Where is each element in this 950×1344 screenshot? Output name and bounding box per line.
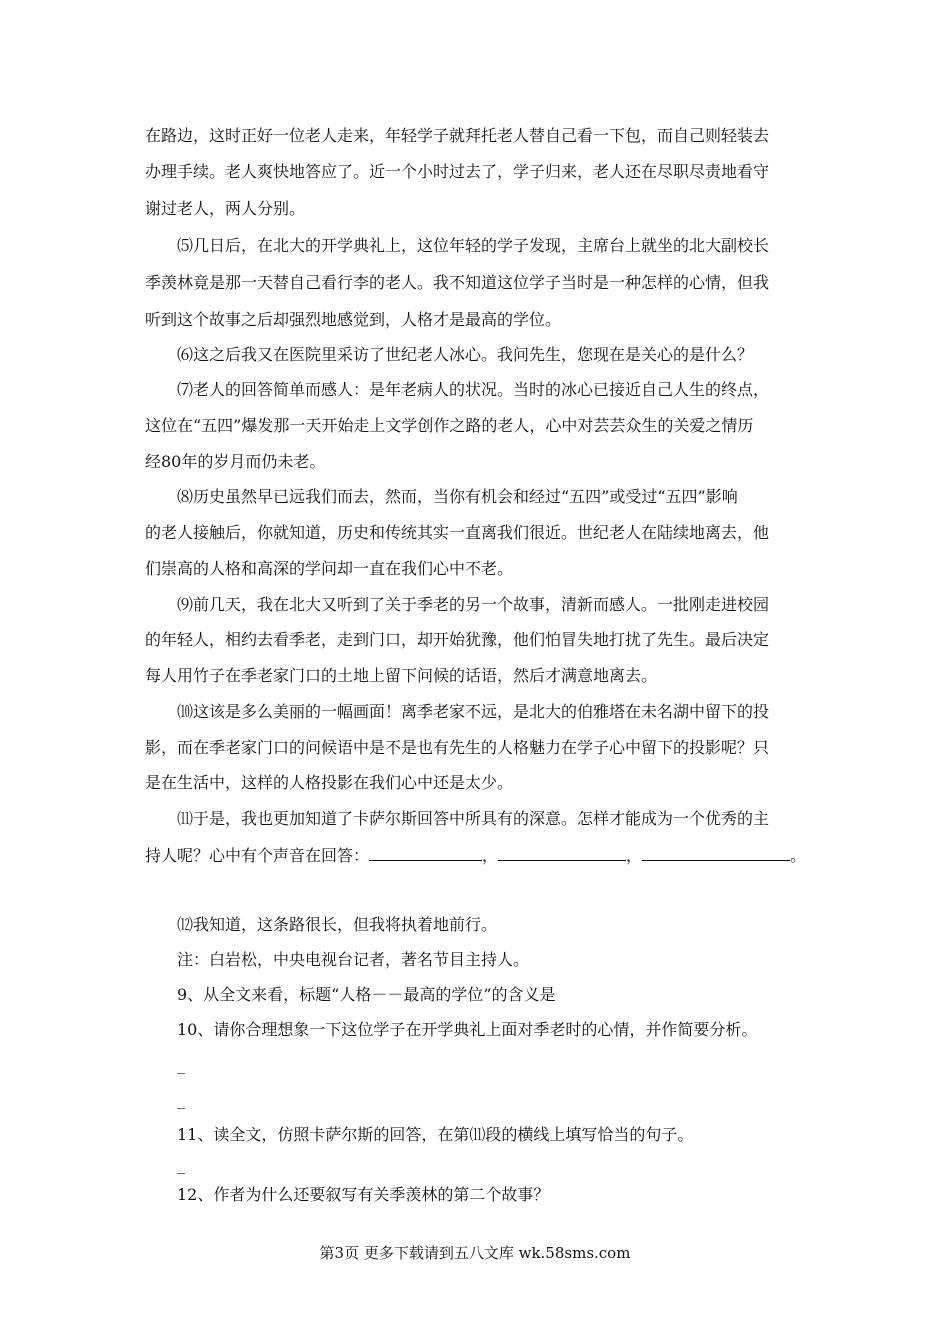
answer-line[interactable]: _ <box>177 1155 185 1174</box>
text-line: 听到这个故事之后却强烈地感觉到，人格才是最高的学位。 <box>145 310 562 329</box>
text-line: 是在生活中，这样的人格投影在我们心中还是太少。 <box>145 773 514 792</box>
question-10: 10、请你合理想象一下这位学子在开学典礼上面对季老时的心情，并作简要分析。 <box>177 1020 758 1039</box>
text-line: 办理手续。老人爽快地答应了。近一个小时过去了，学子归来，老人还在尽职尽责地看守 <box>145 162 770 181</box>
answer-line[interactable]: _ <box>177 1055 185 1074</box>
text-line: 在路边，这时正好一位老人走来，年轻学子就拜托老人替自己看一下包，而自己则轻装去 <box>145 126 770 145</box>
period: 。 <box>790 846 807 865</box>
text-line: 这位在“五四”爆发那一天开始走上文学创作之路的老人，心中对芸芸众生的关爱之情历 <box>145 416 754 435</box>
separator: ， <box>482 846 499 865</box>
paragraph-5-line: ⑸几日后，在北大的开学典礼上，这位年轻的学子发现，主席台上就坐的北大副校长 <box>177 236 770 255</box>
answer-blank-1[interactable] <box>369 845 482 861</box>
text-line: 每人用竹子在季老家门口的土地上留下问候的话语，然后才满意地离去。 <box>145 666 658 685</box>
separator: ， <box>626 846 643 865</box>
paragraph-11-line: ⑾于是，我也更加知道了卡萨尔斯回答中所具有的深意。怎样才能成为一个优秀的主 <box>177 809 770 828</box>
answer-blank-2[interactable] <box>498 845 626 861</box>
paragraph-12-line: ⑿我知道，这条路很长，但我将执着地前行。 <box>177 915 498 934</box>
paragraph-9-line: ⑼前几天，我在北大又听到了关于季老的另一个故事，清新而感人。一批刚走进校园 <box>177 595 770 614</box>
paragraph-8-line: ⑻历史虽然早已远我们而去，然而，当你有机会和经过“五四”或受过“五四”影响 <box>177 487 738 506</box>
question-9: 9、从全文来看，标题“人格－－最高的学位”的含义是 <box>177 985 556 1004</box>
fill-in-line <box>145 845 806 866</box>
fill-in-prefix: 持人呢？心中有个声音在回答： <box>145 846 370 865</box>
note-line: 注：白岩松，中央电视台记者，著名节目主持人。 <box>177 950 530 969</box>
text-line: 的年轻人，相约去看季老，走到门口，却开始犹豫，他们怕冒失地打扰了先生。最后决定 <box>145 630 770 649</box>
question-11: 11、读全文，仿照卡萨尔斯的回答，在第⑾段的横线上填写恰当的句子。 <box>177 1125 694 1144</box>
answer-line[interactable]: _ <box>177 1090 185 1109</box>
question-12: 12、作者为什么还要叙写有关季羡林的第二个故事？ <box>177 1185 550 1204</box>
paragraph-10-line: ⑽这该是多么美丽的一幅画面！离季老家不远，是北大的伯雅塔在未名湖中留下的投 <box>177 702 770 721</box>
paragraph-7-line: ⑺老人的回答简单而感人：是年老病人的状况。当时的冰心已接近自己人生的终点， <box>177 380 770 399</box>
answer-blank-3[interactable] <box>642 845 790 861</box>
text-line: 影，而在季老家门口的问候语中是不是也有先生的人格魅力在学子心中留下的投影呢？只 <box>145 738 770 757</box>
page-footer: 第3页 更多下载请到五八文库 wk.58sms.com <box>319 1244 631 1262</box>
text-line: 的老人接触后，你就知道，历史和传统其实一直离我们很近。世纪老人在陆续地离去，他 <box>145 523 770 542</box>
text-line: 经80年的岁月而仍未老。 <box>145 452 326 471</box>
paragraph-6-line: ⑹这之后我又在医院里采访了世纪老人冰心。我问先生，您现在是关心的是什么？ <box>177 345 754 364</box>
text-line: 谢过老人，两人分别。 <box>145 199 306 218</box>
text-line: 季羡林竟是那一天替自己看行李的老人。我不知道这位学子当时是一种怎样的心情，但我 <box>145 273 770 292</box>
text-line: 们崇高的人格和高深的学问却一直在我们心中不老。 <box>145 559 514 578</box>
